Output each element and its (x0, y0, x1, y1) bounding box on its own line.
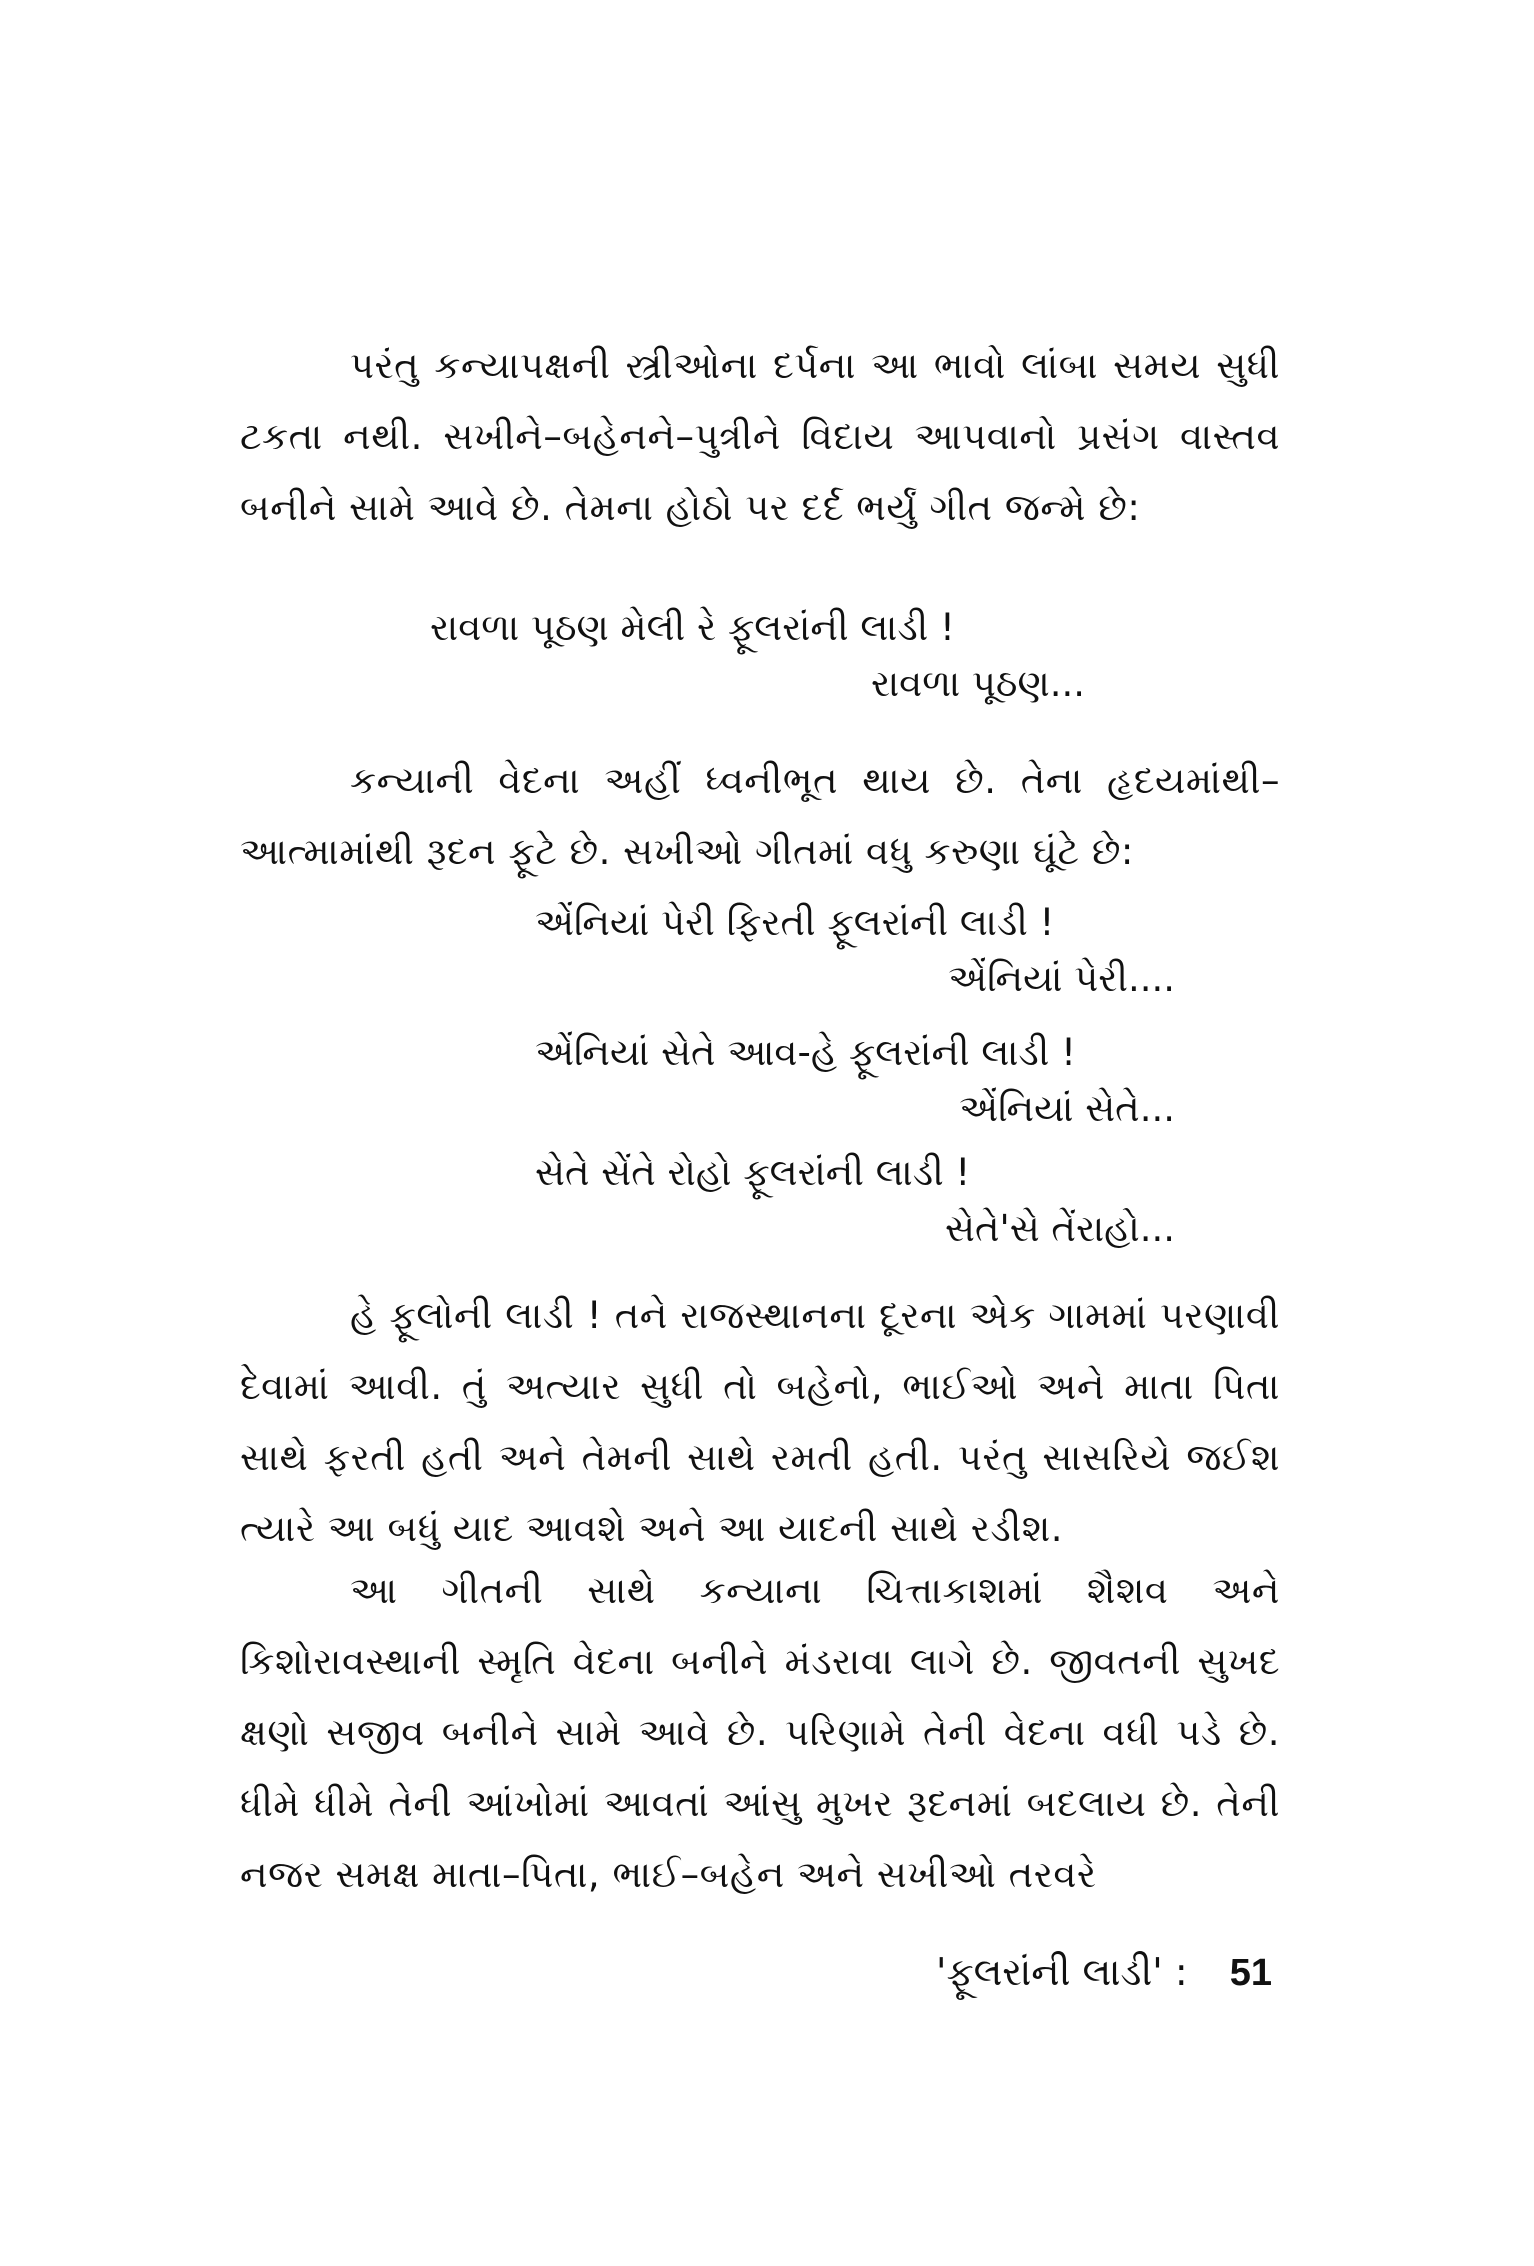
page-number: 51 (1229, 1952, 1272, 1994)
verse-refrain: સેતે'સે તેંરાહો... (945, 1207, 1175, 1250)
verse-line: એંનિયાં સેતે આવ-હે ફૂલરાંની લાડી ! (535, 1031, 1076, 1074)
verse-line: રાવળા પૂઠણ મેલી રે ફૂલરાંની લાડી ! (430, 606, 955, 649)
page-footer (936, 1950, 1272, 1995)
verse-stanza-3 (535, 1025, 1175, 1137)
paragraph-4: આ ગીતની સાથે કન્યાના ચિત્તાકાશમાં શૈશવ અને કિશોરાવસ્થાની સ્મૃતિ વેદના બનીને મંડરાવા લાગે છે. જીવતની સુખદ ક્ષણો સજીવ બનીને સામે આવે છે. પરિણામે તેની વેદના વધી પડે છે. ધીમે ધીમે તેની આંખોમાં આવતાં આંસુ મુખર રૂદનમાં બદલાય છે. તેની નજર સમક્ષ માતા–પિતા, ભાઈ–બહેન અને સખીઓ તરવરે (240, 1569, 1280, 1896)
paragraph-2: કન્યાની વેદના અહીં ધ્વનીભૂત થાય છે. તેના હૃદયમાંથી–આત્મામાંથી રૂદન ફૂટે છે. સખીઓ ગીતમાં વધુ કરુણા ઘૂંટે છે: (240, 759, 1280, 873)
paragraph-1: પરંતુ કન્યાપક્ષની સ્ત્રીઓના દર્પના આ ભાવો લાંબા સમય સુધી ટકતા નથી. સખીને–બહેનને–પુત્રીને વિદાય આપવાનો પ્રસંગ વાસ્તવ બનીને સામે આવે છે. તેમના હોઠો પર દર્દ ભર્યું ગીત જન્મે છે: (240, 344, 1280, 529)
verse-line: સેતે સેંતે રોહો ફૂલરાંની લાડી ! (535, 1151, 971, 1194)
verse-refrain: રાવળા પૂઠણ... (870, 662, 1085, 705)
verse-stanza-4 (535, 1145, 1175, 1257)
paragraph-3: હે ફૂલોની લાડી ! તને રાજસ્થાનના દૂરના એક ગામમાં પરણાવી દેવામાં આવી. તું અત્યાર સુધી તો બહેનો, ભાઈઓ અને માતા પિતા સાથે ફરતી હતી અને તેમની સાથે રમતી હતી. પરંતુ સાસરિયે જઈશ ત્યારે આ બધું યાદ આવશે અને આ યાદની સાથે રડીશ. (240, 1294, 1280, 1550)
verse-line: એંનિયાં પેરી ફિરતી ફૂલરાંની લાડી ! (535, 901, 1055, 944)
verse-refrain: એંનિયાં સેતે... (959, 1087, 1175, 1130)
verse-stanza-2 (535, 895, 1175, 1007)
running-title: 'ફૂલરાંની લાડી' : (936, 1950, 1188, 1994)
verse-refrain: એંનિયાં પેરી.... (948, 957, 1175, 1000)
verse-stanza-1 (430, 600, 1085, 712)
